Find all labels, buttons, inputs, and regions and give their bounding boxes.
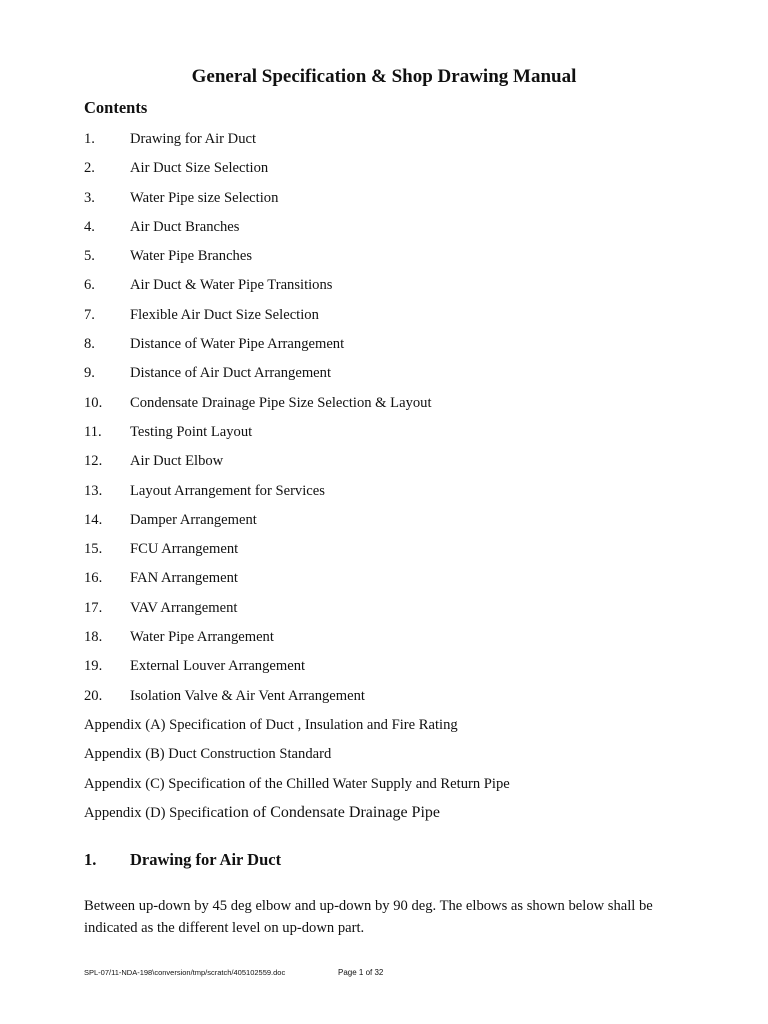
section-heading (84, 850, 281, 870)
toc-item-number: 1. (84, 131, 95, 147)
toc-item (84, 627, 724, 656)
toc-item (84, 539, 724, 568)
appendix-c: Appendix (C) Specification of the Chilled Water Supply and Return Pipe (84, 775, 510, 792)
table-of-contents (84, 129, 724, 832)
toc-item (84, 568, 724, 597)
appendix-d-text-part1: Appendix (D) Specific (84, 804, 217, 821)
toc-item-label: Air Duct & Water Pipe Transitions (130, 277, 333, 294)
toc-item (84, 217, 724, 246)
toc-item-number: 6. (84, 277, 95, 294)
toc-item-number: 4. (84, 218, 95, 235)
toc-item (84, 305, 724, 334)
toc-item (84, 481, 724, 510)
toc-item-label: Drawing for Air Duct (130, 131, 257, 147)
toc-item-number: 15. (84, 541, 103, 558)
toc-item (84, 656, 724, 685)
toc-item-label: Layout Arrangement for Services (130, 482, 325, 499)
toc-item (84, 393, 724, 422)
document-title: General Specification & Shop Drawing Manual (191, 66, 577, 87)
toc-item-label: Flexible Air Duct Size Selection (130, 306, 319, 323)
toc-item-label: Distance of Water Pipe Arrangement (130, 336, 345, 353)
toc-item-number: 12. (84, 453, 103, 470)
toc-item-number: 19. (84, 658, 103, 675)
toc-item (84, 188, 724, 217)
toc-item-label: Water Pipe Branches (130, 248, 253, 265)
toc-item-number: 13. (84, 482, 103, 499)
appendix-b: Appendix (B) Duct Construction Standard (84, 746, 332, 763)
toc-item (84, 129, 724, 158)
toc-item (84, 598, 724, 627)
toc-item (84, 510, 724, 539)
toc-item-label: Condensate Drainage Pipe Size Selection & Layout (130, 394, 432, 411)
toc-item-label: Air Duct Elbow (130, 453, 224, 470)
section-title: Drawing for Air Duct (130, 850, 282, 869)
toc-item-number: 11. (84, 423, 102, 440)
toc-item (84, 451, 724, 480)
toc-item-number: 18. (84, 629, 103, 646)
toc-item-number: 20. (84, 687, 103, 704)
toc-item (84, 686, 724, 715)
toc-item-label: VAV Arrangement (130, 599, 238, 616)
toc-item-number: 14. (84, 511, 103, 528)
toc-item (84, 246, 724, 275)
toc-item-number: 16. (84, 570, 103, 587)
body-paragraph: Between up-down by 45 deg elbow and up-down by 90 deg. The elbows as shown below shall be indicated as the different level on up-down part. (84, 898, 653, 936)
appendix-d-text-part2: ation of Condensate Drainage Pipe (216, 803, 440, 821)
toc-item (84, 334, 724, 363)
toc-item-number: 9. (84, 365, 95, 382)
toc-item-number: 3. (84, 189, 95, 206)
toc-item-number: 5. (84, 248, 95, 265)
toc-item-label: Isolation Valve & Air Vent Arrangement (130, 687, 365, 704)
toc-item-label: External Louver Arrangement (130, 658, 306, 675)
section-number: 1. (84, 850, 97, 869)
toc-item-number: 7. (84, 306, 95, 323)
footer-file-path: SPL-07/11-NDA-198\conversion/tmp/scratch/405102559.doc (84, 968, 286, 977)
toc-item-label: Air Duct Branches (130, 218, 240, 235)
appendix-d (84, 803, 724, 832)
toc-item (84, 363, 724, 392)
toc-item-number: 8. (84, 336, 95, 353)
appendix-a: Appendix (A) Specification of Duct , Insulation and Fire Rating (84, 716, 458, 733)
toc-item-number: 2. (84, 160, 95, 177)
toc-item-label: FCU Arrangement (130, 541, 239, 558)
toc-item-label: Distance of Air Duct Arrangement (130, 365, 332, 382)
toc-item-label: Damper Arrangement (130, 511, 257, 528)
toc-item (84, 158, 724, 187)
footer-page-number: Page 1 of 32 (338, 968, 384, 977)
toc-item-label: Air Duct Size Selection (130, 160, 269, 177)
toc-item-label: FAN Arrangement (130, 570, 238, 587)
toc-item-number: 17. (84, 599, 103, 616)
toc-item-number: 10. (84, 394, 103, 411)
toc-item-label: Water Pipe size Selection (130, 189, 279, 206)
page-footer (84, 968, 704, 982)
toc-item-label: Testing Point Layout (130, 423, 253, 440)
toc-item (84, 275, 724, 304)
toc-item (84, 422, 724, 451)
contents-heading: Contents (84, 98, 148, 117)
toc-item-label: Water Pipe Arrangement (130, 629, 274, 646)
